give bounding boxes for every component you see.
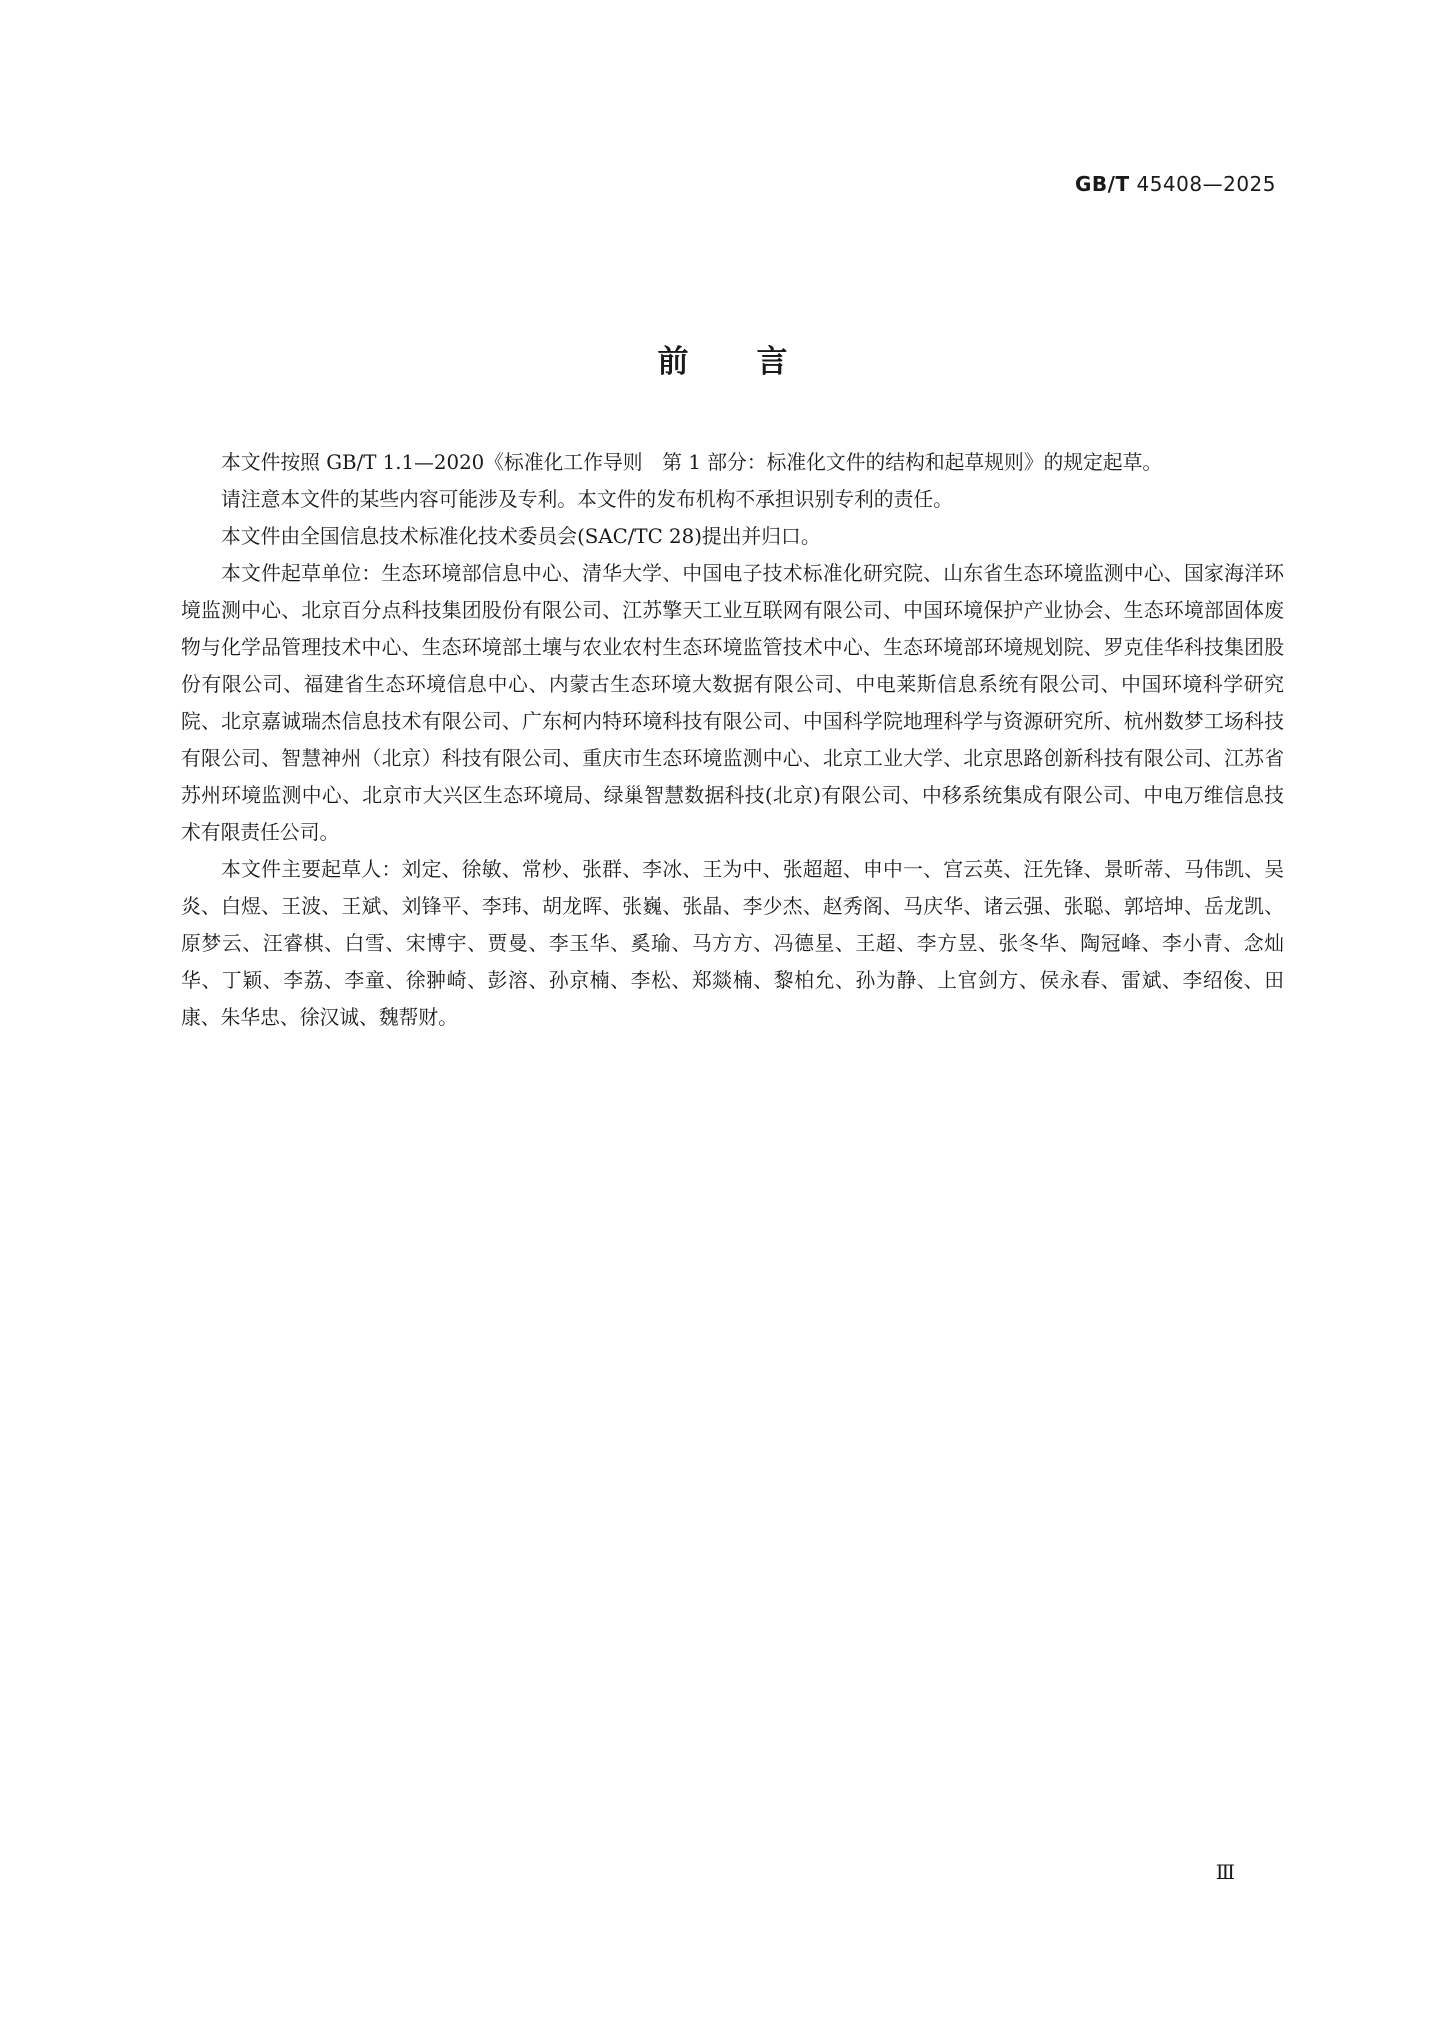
standard-prefix: GB/T bbox=[1075, 172, 1130, 196]
page-title: 前言 bbox=[657, 344, 856, 380]
paragraph-drafting-units: 本文件起草单位：生态环境部信息中心、清华大学、中国电子技术标准化研究院、山东省生态环境监测中心、国家海洋环境监测中心、北京百分点科技集团股份有限公司、江苏擎天工业互联网有限公司、中国环境保护产业协会、生态环境部固体废物与化学品管理技术中心、生态环境部土壤与农业农村生态环境监管技术中心、生态环境部环境规划院、罗克佳华科技集团股份有限公司、福建省生态环境信息中心、内蒙古生态环境大数据有限公司、中电莱斯信息系统有限公司、中国环境科学研究院、北京嘉诚瑞杰信息技术有限公司、广东柯内特环境科技有限公司、中国科学院地理科学与资源研究所、杭州数梦工场科技有限公司、智慧神州（北京）科技有限公司、重庆市生态环境监测中心、北京工业大学、北京思路创新科技有限公司、江苏省苏州环境监测中心、北京市大兴区生态环境局、绿巢智慧数据科技(北京)有限公司、中移系统集成有限公司、中电万维信息技术有限责任公司。 bbox=[181, 562, 1284, 844]
page-number: Ⅲ bbox=[1215, 1860, 1235, 1884]
paragraph-drafting-rules: 本文件按照 GB/T 1.1—2020《标准化工作导则 第 1 部分：标准化文件的结构和起草规则》的规定起草。 bbox=[221, 451, 1163, 474]
standard-number bbox=[1075, 172, 1276, 196]
paragraph-proposer: 本文件由全国信息技术标准化技术委员会(SAC/TC 28)提出并归口。 bbox=[221, 525, 821, 548]
standard-code: 45408—2025 bbox=[1136, 172, 1276, 196]
paragraph-patent-notice: 请注意本文件的某些内容可能涉及专利。本文件的发布机构不承担识别专利的责任。 bbox=[221, 488, 953, 511]
paragraph-drafters: 本文件主要起草人：刘定、徐敏、常杪、张群、李冰、王为中、张超超、申中一、宫云英、汪先锋、景昕蒂、马伟凯、吴炎、白煜、王波、王斌、刘锋平、李玮、胡龙晖、张巍、张晶、李少杰、赵秀阁、马庆华、诸云强、张聪、郭培坤、岳龙凯、原梦云、汪睿棋、白雪、宋博宇、贾曼、李玉华、奚瑜、马方方、冯德星、王超、李方昱、张冬华、陶冠峰、李小青、念灿华、丁颖、李荔、李童、徐翀崎、彭溶、孙京楠、李松、郑燚楠、黎柏允、孙为静、上官剑方、侯永春、雷斌、李绍俊、田康、朱华忠、徐汉诚、魏帮财。 bbox=[181, 858, 1284, 1029]
foreword-body bbox=[181, 444, 1284, 1036]
